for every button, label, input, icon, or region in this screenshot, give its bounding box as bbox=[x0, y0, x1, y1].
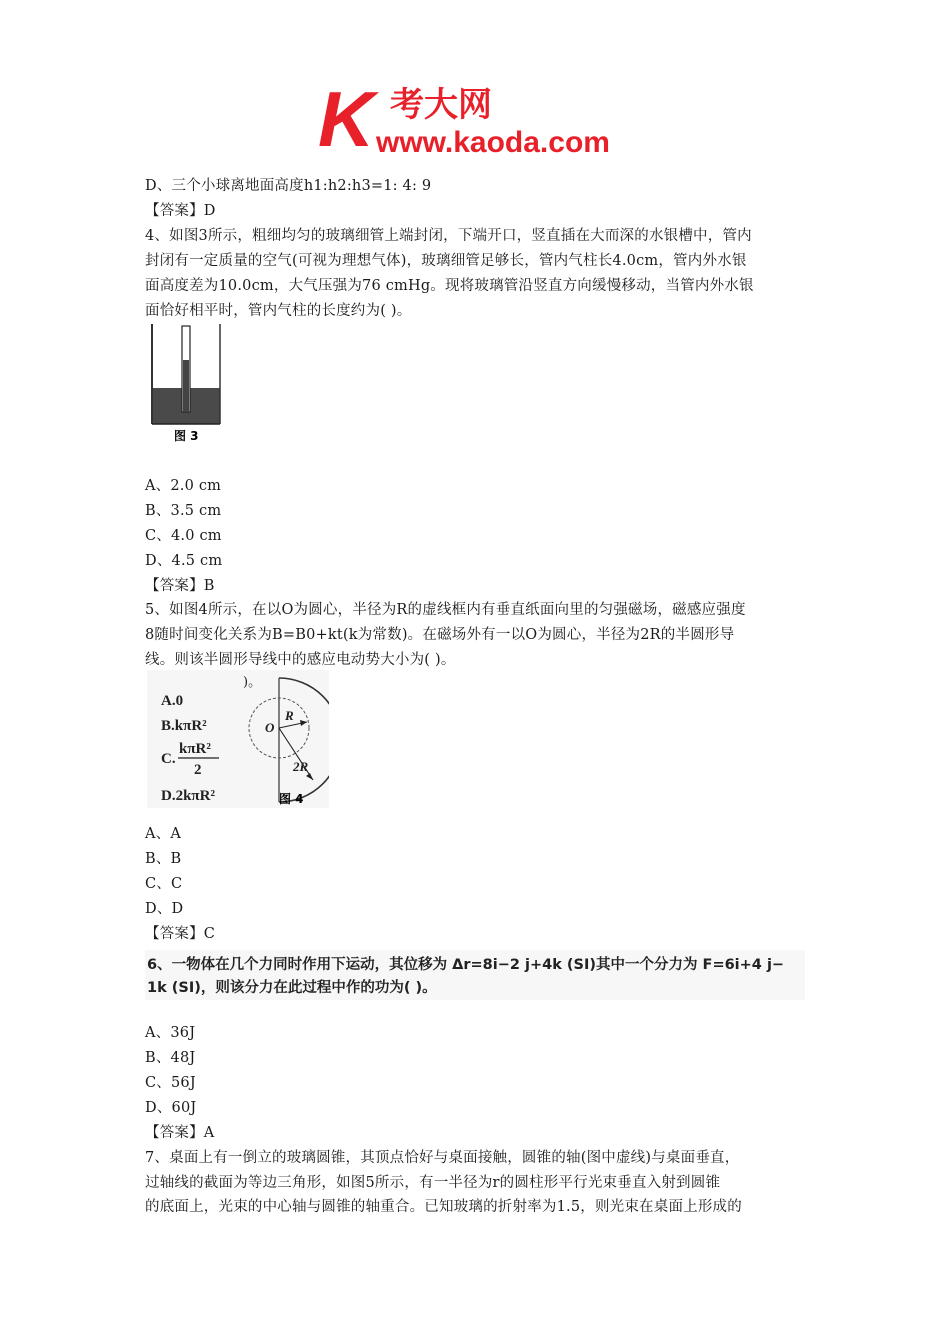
option-c: C、4.0 cm bbox=[145, 528, 222, 544]
logo-title: 考大网 bbox=[390, 85, 492, 125]
figure-4-option-c-num: kπR² bbox=[179, 741, 211, 757]
question-7-text: 过轴线的截面为等边三角形，如图5所示，有一半径为r的圆柱形平行光束垂直入射到圆锥 bbox=[145, 1175, 721, 1191]
question-7-text: 7、桌面上有一倒立的玻璃圆锥，其顶点恰好与桌面接触，圆锥的轴(图中虚线)与桌面垂直， bbox=[145, 1150, 740, 1166]
question-6-image bbox=[145, 950, 805, 1000]
logo-letter: K bbox=[318, 80, 375, 160]
question-5-text: 5、如图4所示，在以O为圆心，半径为R的虚线框内有垂直纸面向里的匀强磁场，磁感应强度 bbox=[145, 602, 746, 618]
radius-r-label: R bbox=[285, 708, 294, 723]
figure-3 bbox=[150, 322, 222, 444]
logo-url: www.kaoda.com bbox=[376, 126, 610, 159]
question-4-text: 面恰好相平时，管内气柱的长度约为( )。 bbox=[145, 303, 412, 319]
question-5-text: 8随时间变化关系为B=B0+kt(k为常数)。在磁场外有一以O为圆心，半径为2R的半圆形导 bbox=[145, 627, 735, 643]
figure-4-paren: )。 bbox=[243, 675, 262, 690]
radius-2r-label: 2R bbox=[293, 759, 309, 774]
figure-4-option-c-den: 2 bbox=[194, 762, 202, 778]
option-c: C、56J bbox=[145, 1075, 196, 1091]
option-b: B、3.5 cm bbox=[145, 503, 222, 519]
answer-line: 【答案】C bbox=[145, 926, 216, 942]
figure-4 bbox=[147, 670, 329, 808]
option-line: D、三个小球离地面高度h1:h2:h3=1: 4: 9 bbox=[145, 178, 432, 194]
figure-4-label: 图 4 bbox=[279, 792, 304, 806]
question-7-text: 的底面上，光束的中心轴与圆锥的轴重合。已知玻璃的折射率为1.5，则光束在桌面上形成的 bbox=[145, 1199, 742, 1215]
answer-line: 【答案】A bbox=[145, 1125, 215, 1141]
option-d: D、4.5 cm bbox=[145, 553, 223, 569]
figure-3-label: 图 3 bbox=[174, 429, 199, 443]
answer-line: 【答案】B bbox=[145, 578, 215, 594]
figure-4-option-a: A.0 bbox=[161, 693, 184, 709]
option-c: C、C bbox=[145, 876, 183, 892]
question-5-text: 线。则该半圆形导线中的感应电动势大小为( )。 bbox=[145, 652, 456, 668]
kaoda-logo bbox=[318, 80, 638, 160]
figure-4-option-d: D.2kπR² bbox=[161, 788, 215, 804]
option-a: A、A bbox=[145, 826, 182, 842]
option-b: B、B bbox=[145, 851, 182, 867]
question-6-line-2: 1k (SI)，则该分力在此过程中作的功为( )。 bbox=[147, 980, 437, 996]
option-b: B、48J bbox=[145, 1050, 196, 1066]
option-d: D、D bbox=[145, 901, 184, 917]
question-4-text: 封闭有一定质量的空气(可视为理想气体)，玻璃细管足够长，管内气柱长4.0cm，管内外水银 bbox=[145, 253, 747, 269]
answer-line: 【答案】D bbox=[145, 203, 216, 219]
option-d: D、60J bbox=[145, 1100, 197, 1116]
figure-4-option-b: B.kπR² bbox=[161, 718, 207, 734]
question-4-text: 面高度差为10.0cm，大气压强为76 cmHg。现将玻璃管沿竖直方向缓慢移动，当管内外水银 bbox=[145, 278, 754, 294]
option-a: A、2.0 cm bbox=[145, 478, 222, 494]
figure-4-option-c-label: C. bbox=[161, 751, 176, 767]
center-o-label: O bbox=[265, 720, 275, 735]
question-4-text: 4、如图3所示，粗细均匀的玻璃细管上端封闭，下端开口，竖直插在大而深的水银槽中，管内 bbox=[145, 228, 752, 244]
question-6-line-1: 6、一物体在几个力同时作用下运动，其位移为 Δr=8i−2 j+4k (SI)其中一个分力为 F=6i+4 j− bbox=[147, 957, 785, 973]
option-a: A、36J bbox=[145, 1025, 196, 1041]
